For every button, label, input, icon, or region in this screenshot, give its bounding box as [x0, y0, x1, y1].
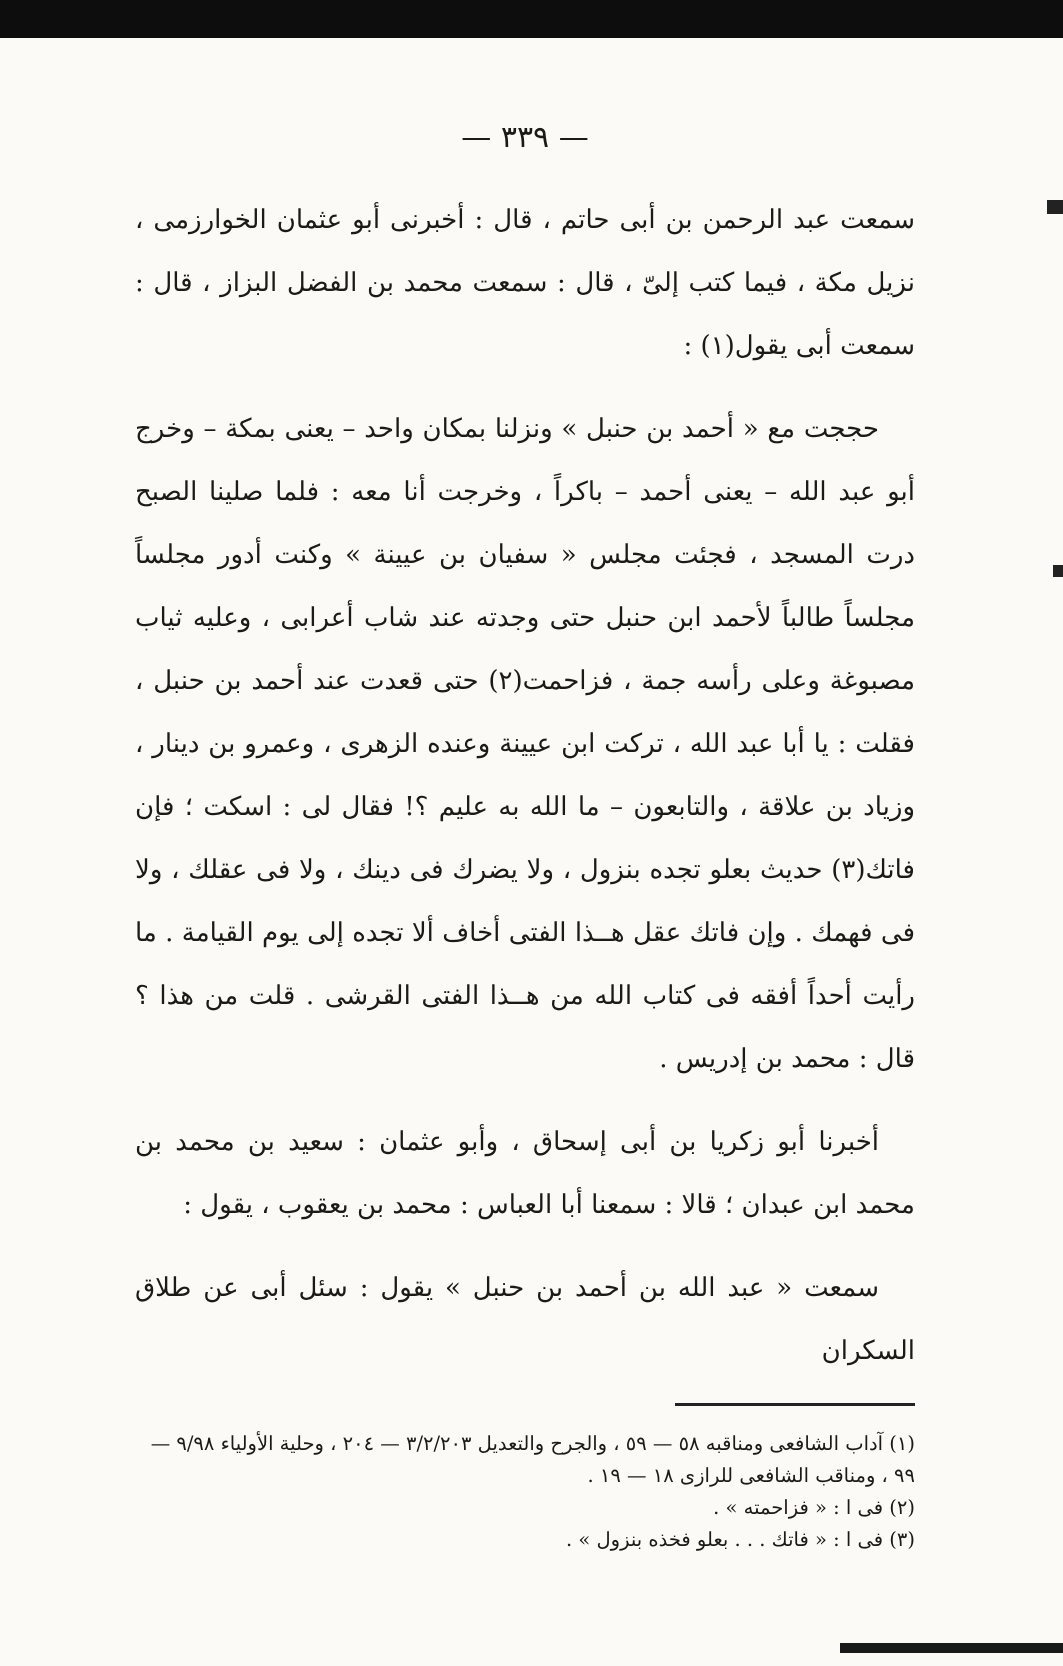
footnote-3: (٣) فى ا : « فاتك . . . بعلو فخذه بنزول » .: [565, 1528, 915, 1551]
scan-bottom-edge: [0, 1640, 1063, 1666]
scan-edge-mark: [1047, 200, 1063, 214]
page-number: — ٣٣٩ —: [461, 120, 589, 155]
paragraph-narration: حججت مع « أحمد بن حنبل » ونزلنا بمكان واحد – يعنى بمكة – وخرج أبو عبد الله – يعنى أحمد – باكراً ، وخرجت أنا معه : فلما صلينا الصبح درت المسجد ، فجئت مجلس « سفيان بن عيينة » وكنت أدور مجلساً مجلساً طالباً لأحمد ابن حنبل حتى وجدته عند شاب أعرابى ، وعليه ثياب مصبوغة وعلى رأسه جمة ، فزاحمت(٢) حتى قعدت عند أحمد بن حنبل ، فقلت : يا أبا عبد الله ، تركت ابن عيينة وعنده الزهرى ، وعمرو بن دينار ، وزياد بن علاقة ، والتابعون – ما الله به عليم ؟! فقال لى : اسكت ؛ فإن فاتك(٣) حديث بعلو تجده بنزول ، ولا يضرك فى دينك ، ولا فى عقلك ، ولا فى فهمك . وإن فاتك عقل هــذا الفتى أخاف ألا تجده إلى يوم القيامة . ما رأيت أحداً أفقه فى كتاب الله من هــذا الفتى القرشى . قلت من هذا ؟ قال : محمد بن إدريس .: [135, 414, 915, 1074]
scan-top-border: [0, 0, 1063, 38]
footnote-1: (١) آداب الشافعى ومناقبه ٥٨ — ٥٩ ، والجرح والتعديل ٣/٢/٢٠٣ — ٢٠٤ ، وحلية الأولياء ٩/٩٨ — ٩٩ ، ومناقب الشافعى للرازى ١٨ — ١٩ .: [150, 1432, 915, 1487]
footnote-separator: [675, 1403, 915, 1406]
paragraph-isnad-1: سمعت عبد الرحمن بن أبى حاتم ، قال : أخبرنى أبو عثمان الخوارزمى ، نزيل مكة ، فيما كتب إلىّ ، قال : سمعت محمد بن الفضل البزاز ، قال : سمعت أبى يقول(١) :: [135, 205, 915, 361]
paragraph-isnad-2: أخبرنا أبو زكريا بن أبى إسحاق ، وأبو عثمان : سعيد بن محمد بن محمد ابن عبدان ؛ قالا : سمعنا أبا العباس : محمد بن يعقوب ، يقول :: [135, 1127, 915, 1220]
scan-edge-mark: [1053, 565, 1063, 577]
footnote-2: (٢) فى ا : « فزاحمته » .: [713, 1496, 915, 1519]
paragraph-closing: سمعت « عبد الله بن أحمد بن حنبل » يقول : سئل أبى عن طلاق السكران: [135, 1273, 915, 1366]
book-page: [135, 120, 915, 1556]
